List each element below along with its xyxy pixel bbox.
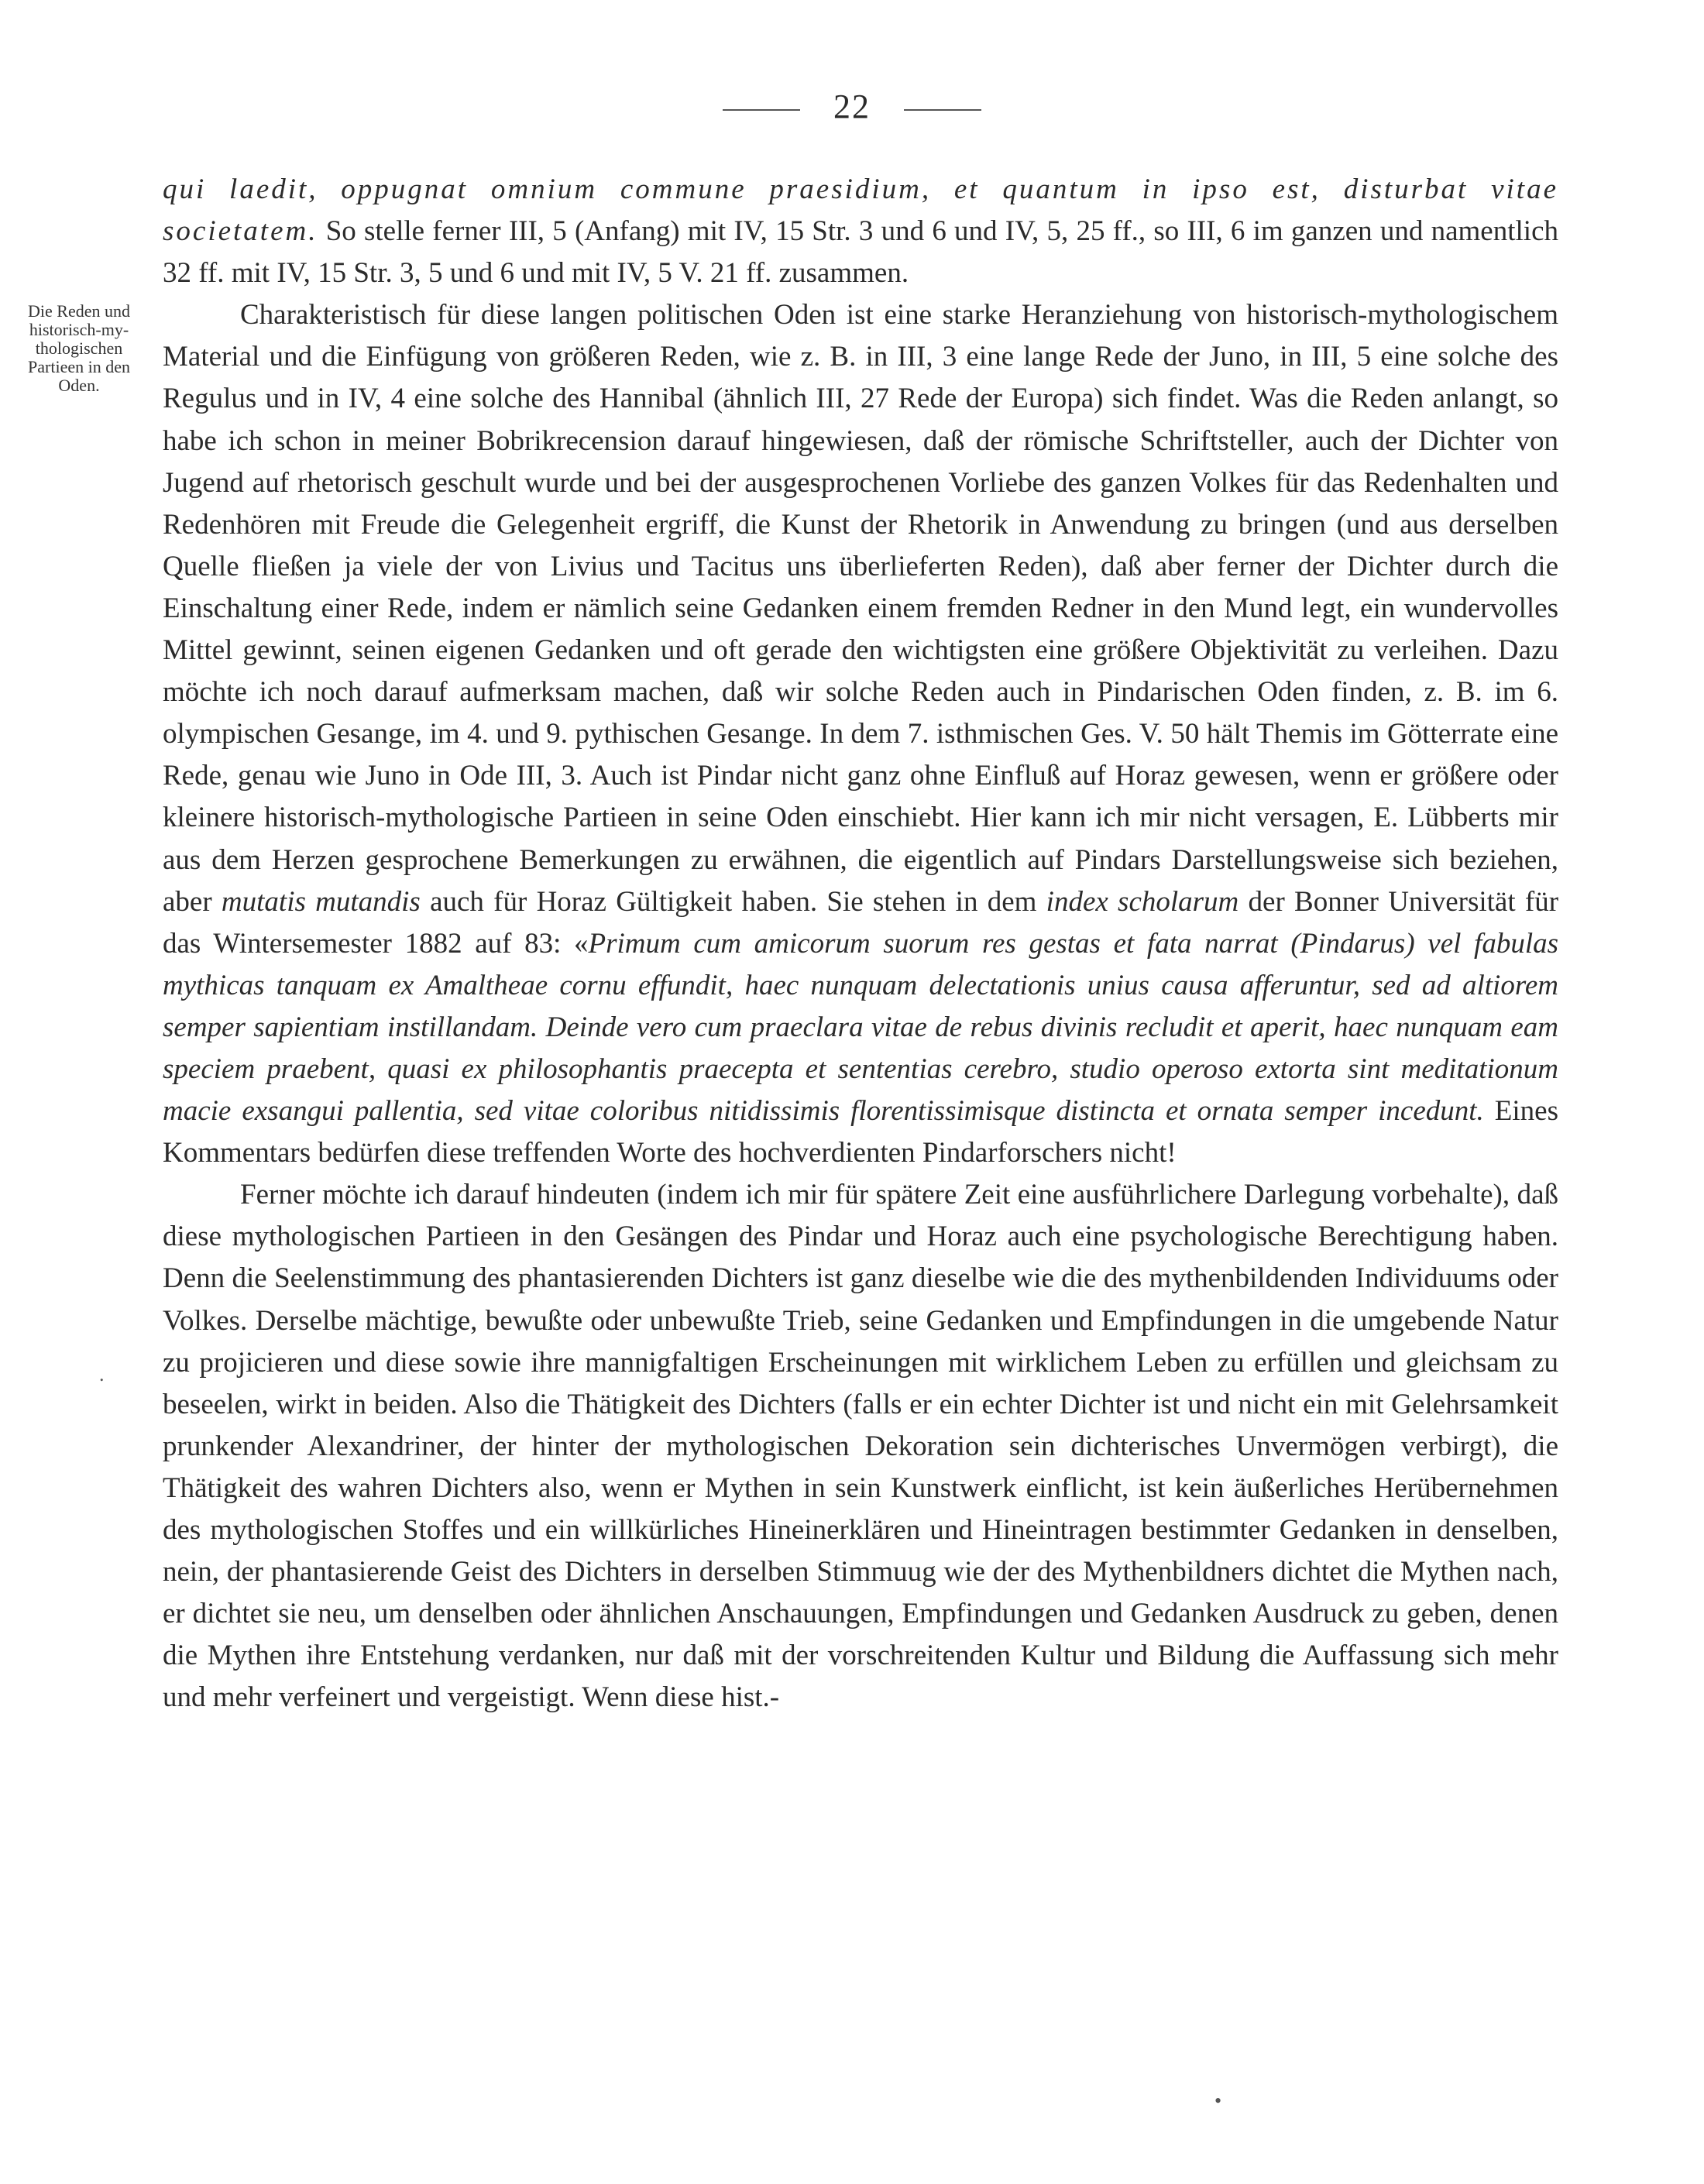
body-text [163,169,1558,1719]
margin-note [3,302,155,395]
header-rule-left [723,109,800,111]
latin-quote-continuation: qui laedit, oppugnat omnium commune praesidium, et quantum in ipso est, disturbat vitae societatem. [163,173,1558,248]
page-number: 22 [833,88,871,125]
paragraph-text: auch für Horaz Gültigkeit haben. Sie stehen in dem [420,885,1046,918]
paragraph-text: Ferner möchte ich darauf hindeuten (indem ich mir für spätere Zeit eine ausführlichere Darlegung vorbehalte), daß diese mythologischen Partieen in den Gesängen des Pindar und Horaz auch eine psychologische Berechtigung haben. Denn die Seelenstimmung des phantasierenden Dichters ist ganz dieselbe wie die des mythenbildenden Individuums oder Volkes. Derselbe mächtige, bewußte oder unbewußte Trieb, seine Gedanken und Empfindungen in die umgebende Natur zu projicieren und diese sowie ihre mannigfaltigen Erscheinungen mit wirklichem Leben zu erfüllen und gleichsam zu beseelen, wirkt in beiden. Also die Thätigkeit des Dichters (falls er ein echter Dichter ist und nicht ein mit Gelehrsamkeit prunkender Alexandriner, der hinter der mythologischen Dekoration sein dichterisches Unvermögen verbirgt), die Thätigkeit des wahren Dichters also, wenn er Mythen in sein Kunstwerk einflicht, ist kein äußerliches Herübernehmen des mythologischen Stoffes und ein willkürliches Hineinerklären und Hineintragen bestimmter Gedanken in denselben, nein, der phantasierende Geist des Dichters in derselben Stimmuug wie der des Mythenbildners dichtet die Mythen nach, er dichtet sie neu, um denselben oder ähnlichen Anschauungen, Empfindungen und Gedanken Ausdruck zu geben, denen die Mythen ihre Entstehung verdanken, nur daß mit der vorschreitenden Kultur und Bildung die Auffassung sich mehr und mehr verfeinert und vergeistigt. Wenn diese hist.- [163,1179,1558,1714]
paragraph-text: der Bonner Universität für das Wintersemester 1882 auf 83: « [163,885,1559,960]
paragraph-1 [163,169,1558,294]
latin-phrase: index scholarum [1046,885,1239,918]
paragraph-2 [163,294,1558,1174]
latin-quotation: Primum cum amicorum suorum res gestas et fata narrat (Pindarus) vel fabulas mythicas tanquam ex Amaltheae cornu effundit, haec nunquam delectationis unius causa afferuntur, sed ad altiorem semper sapientiam instillandam. Deinde vero cum praeclara vitae de rebus divinis recludit et aperit, haec nunquam eam speciem praebent, quasi ex philosophantis praecepta et sententias cerebro, studio operoso extorta sint meditationum macie exsangui pallentia, sed vitae coloribus nitidissimis florentissimisque distincta et ornata semper incedunt. [163,927,1558,1128]
paragraph-text: Charakteristisch für diese langen politischen Oden ist eine starke Heranziehung von historisch-mythologischem Material und die Einfügung von größeren Reden, wie z. B. in III, 3 eine lange Rede der Juno, in III, 5 eine solche des Regulus und in IV, 4 eine solche des Hannibal (ähnlich III, 27 Rede der Europa) sich findet. Was die Reden anlangt, so habe ich schon in meiner Bobrikrecension darauf hingewiesen, daß der römische Schriftsteller, auch der Dichter von Jugend auf rhetorisch geschult wurde und bei der ausgesprochenen Vorliebe des ganzen Volkes für das Redenhalten und Redenhören mit Freude die Gelegenheit ergriff, die Kunst der Rhetorik in Anwendung zu bringen (und aus derselben Quelle fließen ja viele der von Livius und Tacitus uns überlieferten Reden), daß aber ferner der Dichter durch die Einschaltung einer Rede, indem er nämlich seine Gedanken einem fremden Redner in den Mund legt, ein wundervolles Mittel gewinnt, seinen eigenen Gedanken und oft gerade den wichtigsten eine größere Objektivität zu verleihen. Dazu möchte ich noch darauf aufmerksam machen, daß wir solche Reden auch in Pindarischen Oden finden, z. B. im 6. olympischen Gesange, im 4. und 9. pythischen Gesange. In dem 7. isthmischen Ges. V. 50 hält Themis im Götterrate eine Rede, genau wie Juno in Ode III, 3. Auch ist Pindar nicht ganz ohne Einfluß auf Horaz gewesen, wenn er größere oder kleinere historisch-mythologische Partieen in seine Oden einschiebt. Hier kann ich mir nicht versagen, E. Lübberts mir aus dem Herzen gesprochene Bemerkungen zu erwähnen, die eigentlich auf Pindars Darstellungsweise sich beziehen, aber [163,299,1558,918]
paragraph-text: Eines Kommentars bedürfen diese treffenden Worte des hochverdienten Pindarforschers nicht! [163,1095,1558,1169]
stray-print-mark: • [1214,2090,1222,2112]
paragraph-3 [163,1174,1558,1719]
margin-note-line: Partieen in den [28,357,130,376]
margin-note-line: thologischen [35,338,123,358]
paragraph-text: So stelle ferner III, 5 (Anfang) mit IV, 15 Str. 3 und 6 und IV, 5, 25 ff., so III, 6 im ganzen und namentlich 32 ff. mit IV, 15 Str. 3, 5 und 6 und mit IV, 5 V. 21 ff. zusammen. [163,215,1558,290]
stray-print-mark: . [99,1363,105,1386]
header-rule-right [904,109,981,111]
latin-phrase: mutatis mutandis [221,885,421,918]
margin-note-line: Die Reden und [28,301,130,321]
margin-note-line: Oden. [58,376,100,395]
margin-note-line: historisch-my- [29,320,129,339]
page-header [0,87,1704,126]
